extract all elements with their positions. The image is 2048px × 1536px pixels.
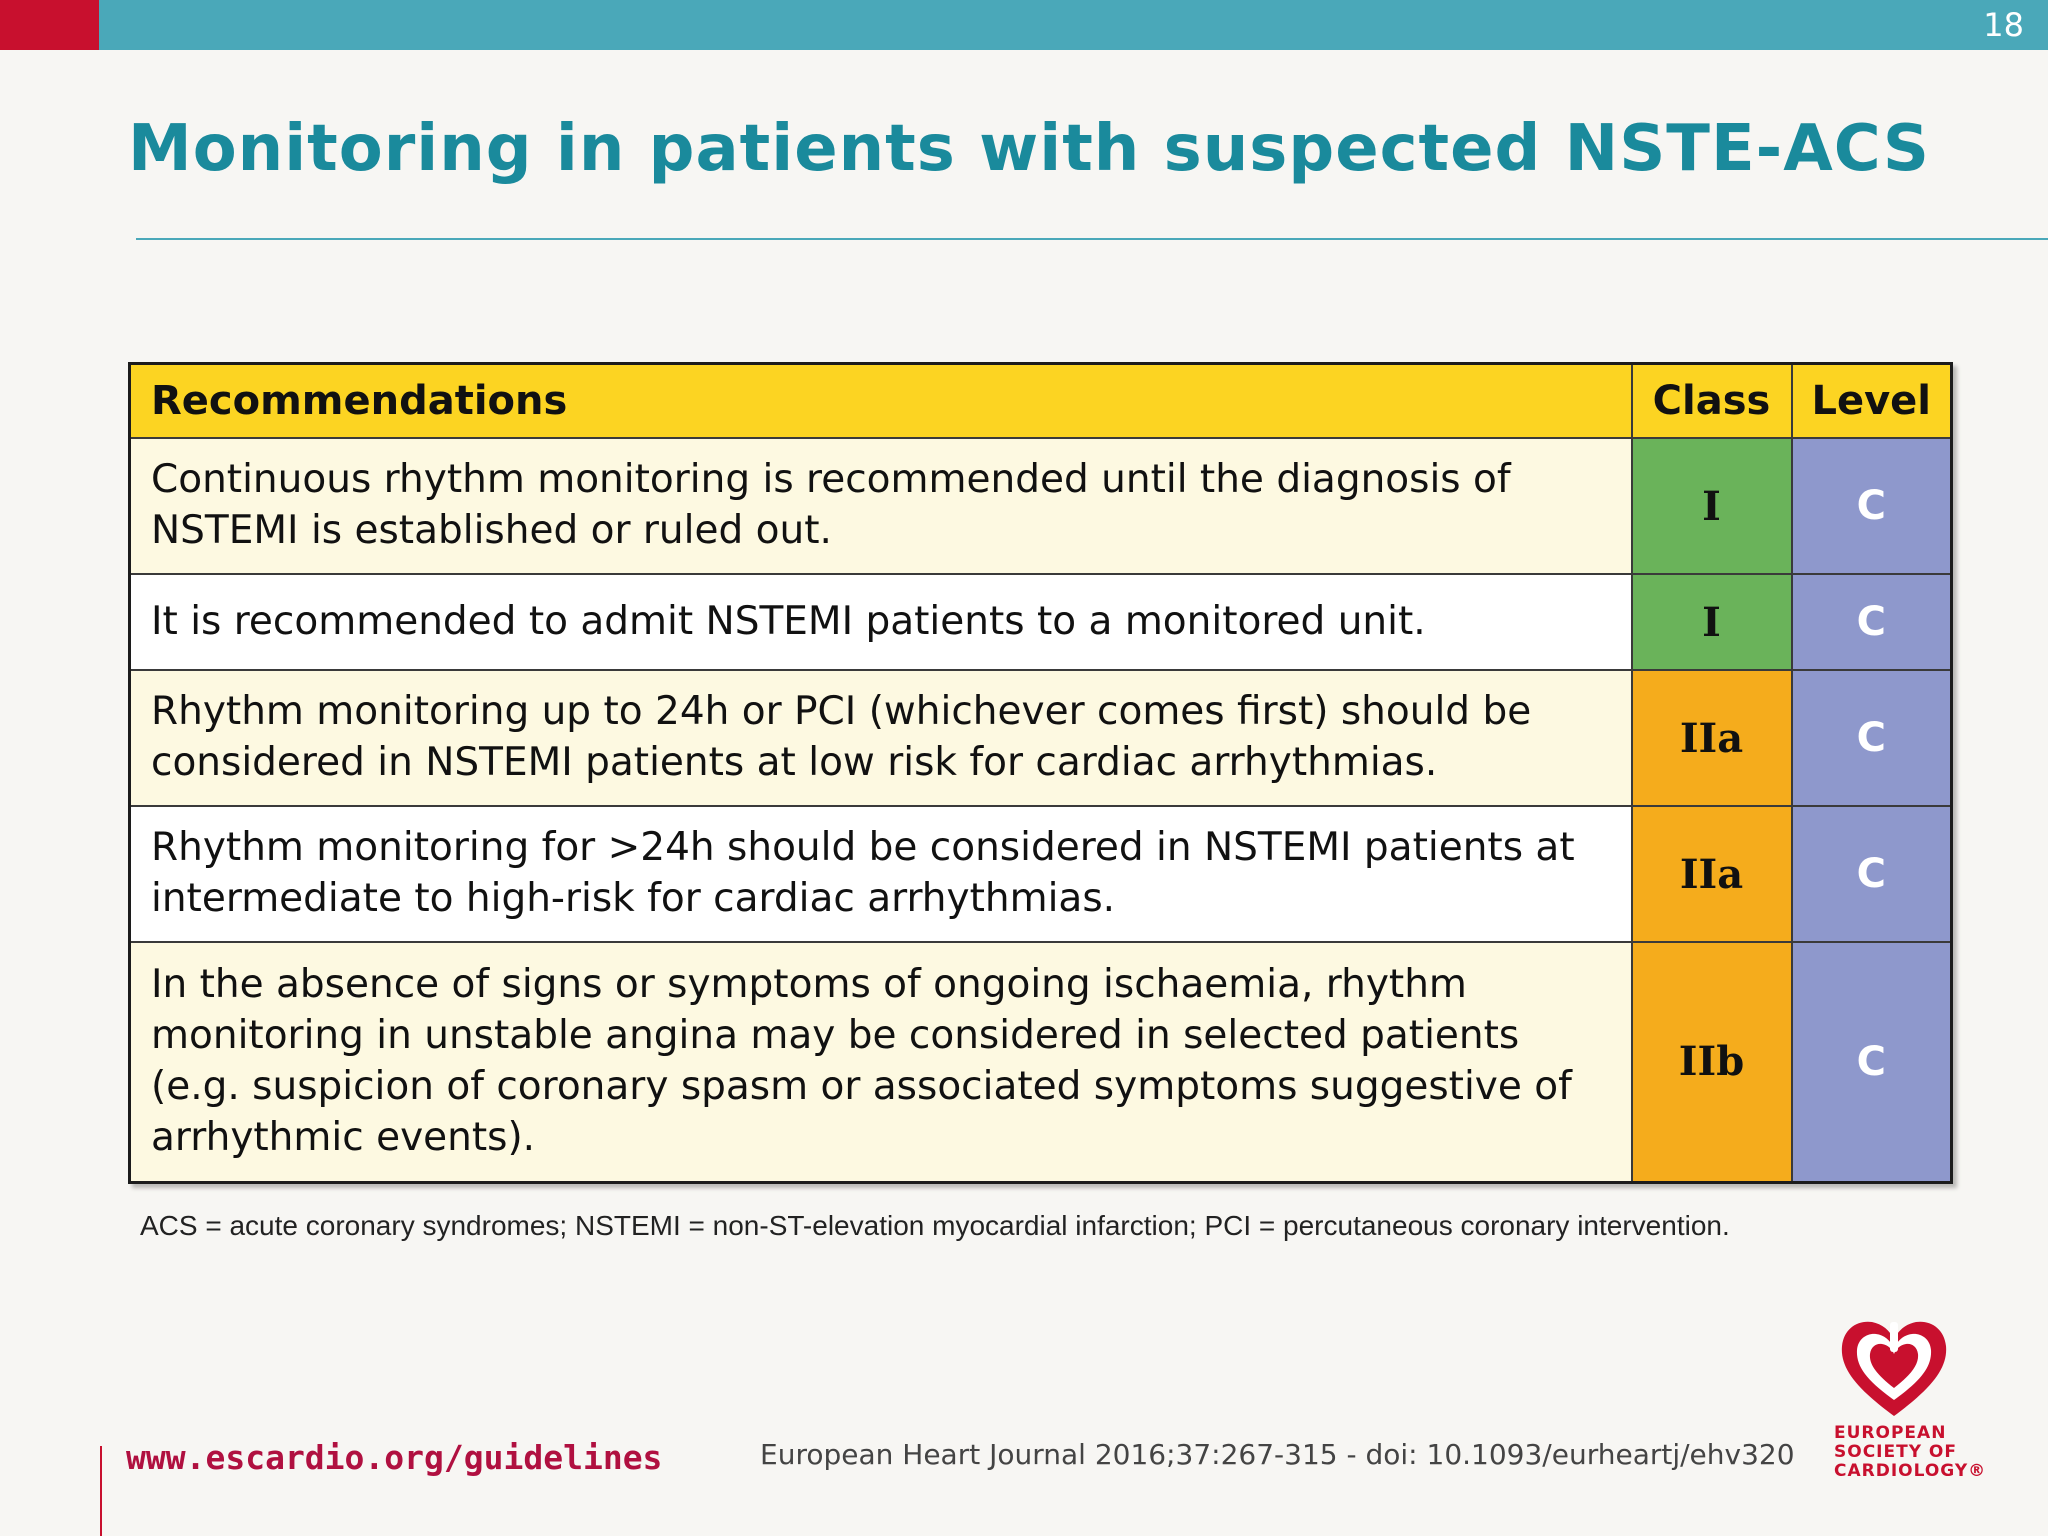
- header-class: Class: [1632, 364, 1792, 439]
- table-row: [130, 438, 1952, 574]
- logo-line: CARDIOLOGY®: [1834, 1461, 1987, 1481]
- title-divider: [136, 238, 2048, 240]
- class-cell: I: [1632, 438, 1792, 574]
- top-bar-red-accent: [0, 0, 99, 50]
- table-row: [130, 670, 1952, 806]
- recommendations-table: [128, 362, 1953, 1184]
- level-cell: C: [1792, 438, 1952, 574]
- table-row: [130, 574, 1952, 670]
- recommendation-text: Rhythm monitoring up to 24h or PCI (whichever comes first) should be considered in NSTEMI patients at low risk for cardiac arrhythmias.: [130, 670, 1632, 806]
- class-cell: I: [1632, 574, 1792, 670]
- logo-line: EUROPEAN: [1834, 1423, 1947, 1443]
- class-cell: IIb: [1632, 942, 1792, 1182]
- header-level: Level: [1792, 364, 1952, 439]
- abbreviations-note: ACS = acute coronary syndromes; NSTEMI = non-ST-elevation myocardial infarction; PCI = percutaneous coronary intervention.: [140, 1210, 1730, 1241]
- recommendation-text: Rhythm monitoring for >24h should be considered in NSTEMI patients at intermediate to high-risk for cardiac arrhythmias.: [130, 806, 1632, 942]
- level-cell: C: [1792, 574, 1952, 670]
- header-recommendations: Recommendations: [130, 364, 1632, 439]
- level-cell: C: [1792, 806, 1952, 942]
- level-cell: C: [1792, 942, 1952, 1182]
- top-bar: [0, 0, 2048, 50]
- journal-citation: European Heart Journal 2016;37:267-315 - doi: 10.1093/eurheartj/ehv320: [760, 1438, 1795, 1471]
- heart-icon: [1836, 1316, 1952, 1420]
- recommendation-text: It is recommended to admit NSTEMI patients to a monitored unit.: [130, 574, 1632, 670]
- esc-logo: [1834, 1316, 1987, 1481]
- recommendations-table-container: [128, 362, 1950, 1184]
- page-number: 18: [1983, 6, 2024, 44]
- recommendation-text: Continuous rhythm monitoring is recommended until the diagnosis of NSTEMI is established or ruled out.: [130, 438, 1632, 574]
- page-title: Monitoring in patients with suspected NSTE-ACS: [128, 112, 1930, 186]
- level-cell: C: [1792, 670, 1952, 806]
- class-cell: IIa: [1632, 806, 1792, 942]
- table-header-row: [130, 364, 1952, 439]
- recommendation-text: In the absence of signs or symptoms of ongoing ischaemia, rhythm monitoring in unstable angina may be considered in selected patients (e.g. suspicion of coronary spasm or associated symptoms suggestive of arrhythmic events).: [130, 942, 1632, 1182]
- table-row: [130, 806, 1952, 942]
- logo-line: SOCIETY OF: [1834, 1442, 1957, 1462]
- footer-divider: [100, 1446, 102, 1536]
- guidelines-link[interactable]: www.escardio.org/guidelines: [126, 1438, 663, 1477]
- class-cell: IIa: [1632, 670, 1792, 806]
- table-row: [130, 942, 1952, 1182]
